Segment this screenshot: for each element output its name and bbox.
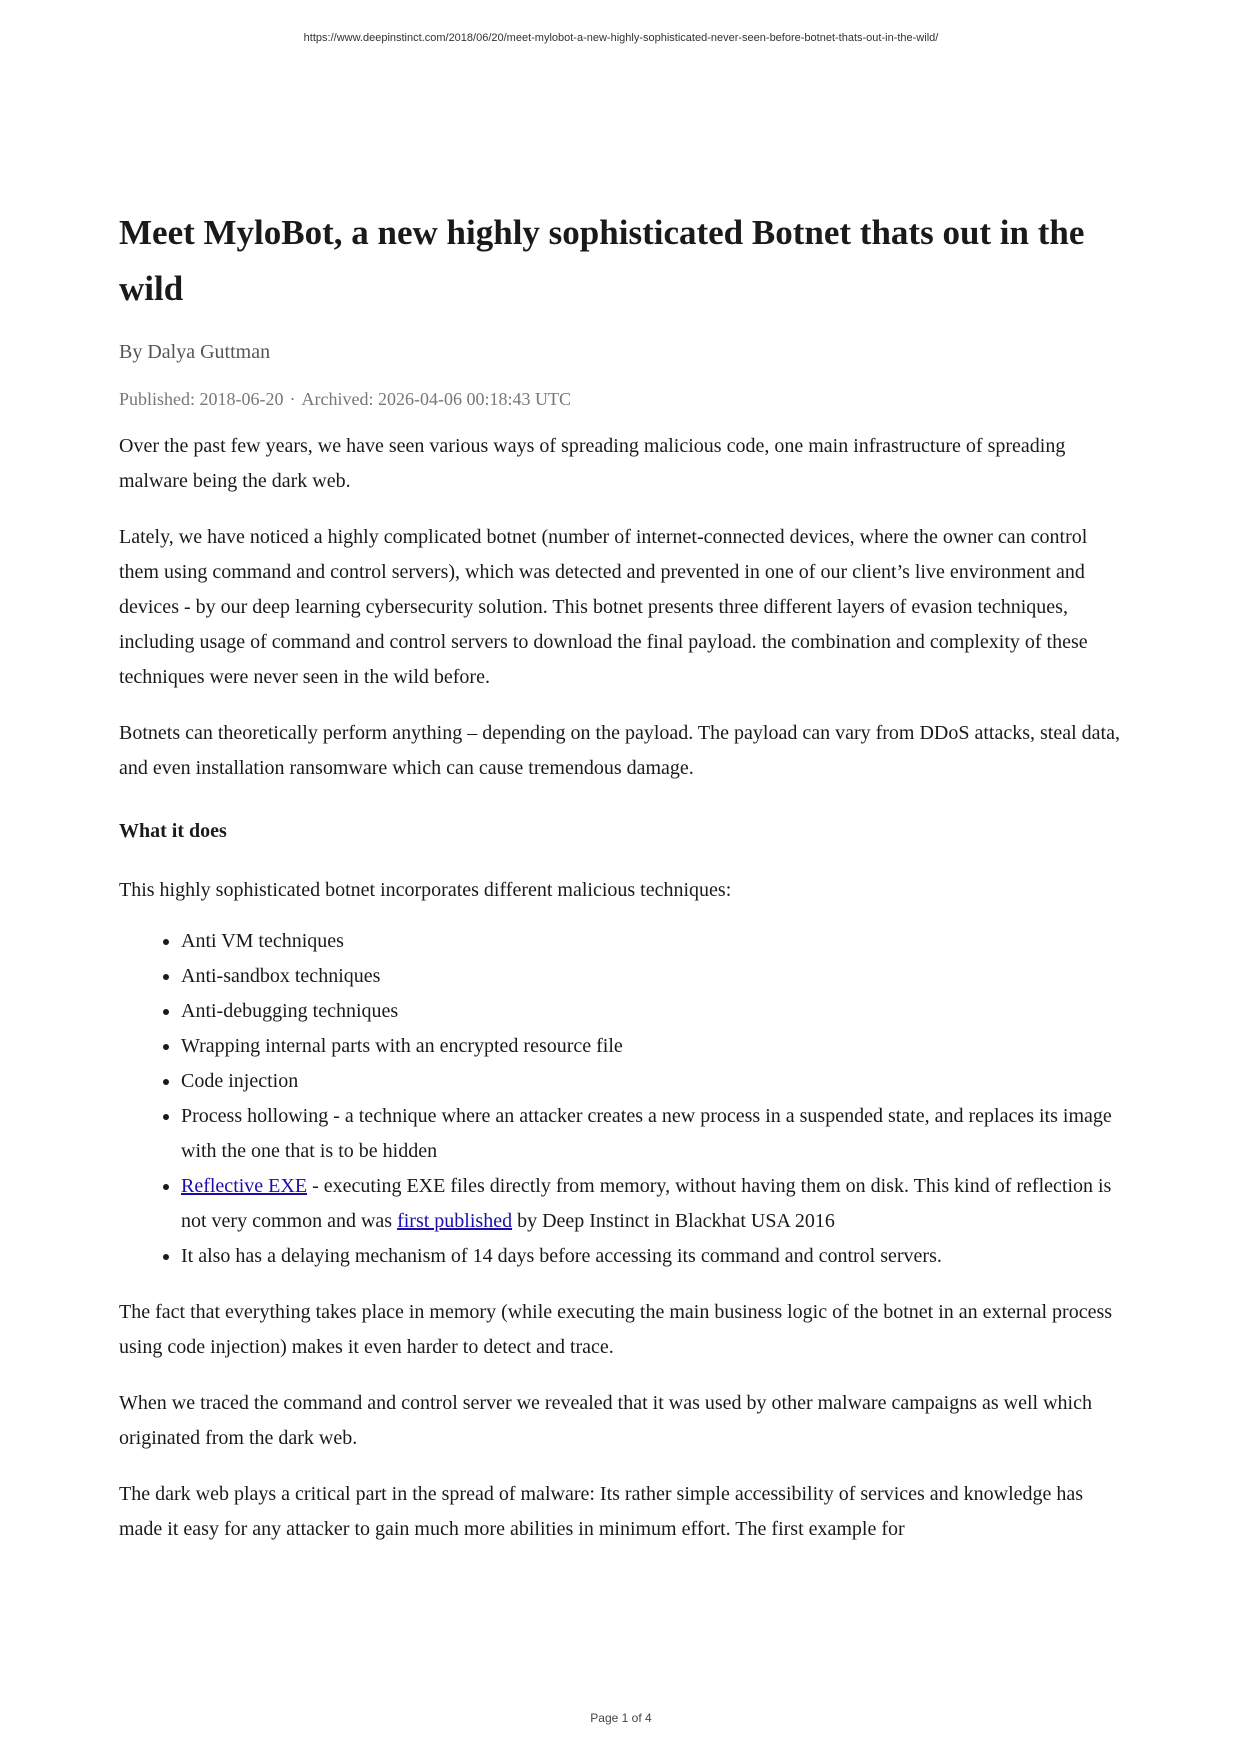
- section-heading: What it does: [119, 820, 227, 842]
- list-item: • Code injection: [181, 1064, 1129, 1099]
- paragraph-botnet: Lately, we have noticed a highly complicated botnet (number of internet-connected devices, where the owner can control them using command and control servers), which was detected and prevented in one of our client’s live environment and devices - by our deep learning cybersecurity solution. This botnet presents three different layers of evasion techniques, including usage of command and control servers to download the final payload. the combination and complexity of these techniques were never seen in the wild before.: [119, 526, 1088, 688]
- paragraph-techniques-intro: This highly sophisticated botnet incorporates different malicious techniques:: [119, 879, 732, 901]
- paragraph-c2: When we traced the command and control server we revealed that it was used by other malware campaigns as well which originated from the dark web.: [119, 1392, 1092, 1449]
- list-item: • Process hollowing - a technique where an attacker creates a new process in a suspended state, and replaces its image with the one that is to be hidden: [181, 1099, 1129, 1169]
- list-item: • Anti-sandbox techniques: [181, 959, 1129, 994]
- page-number: Page 1 of 4: [590, 1711, 652, 1725]
- list-item: • Wrapping internal parts with an encrypted resource file: [181, 1029, 1129, 1064]
- first-published-link[interactable]: first published: [397, 1210, 513, 1232]
- list-item: • Anti VM techniques: [181, 924, 1129, 959]
- techniques-list: [119, 924, 1129, 1274]
- meta-separator: ·: [289, 389, 296, 409]
- publish-meta: [119, 387, 1129, 411]
- published-date: Published: 2018-06-20: [119, 389, 284, 409]
- paragraph-payload: Botnets can theoretically perform anything – depending on the payload. The payload can vary from DDoS attacks, steal data, and even installation ransomware which can cause tremendous damage.: [119, 722, 1120, 779]
- archived-date: Archived: 2026-04-06 00:18:43 UTC: [301, 389, 571, 409]
- list-item: • It also has a delaying mechanism of 14 days before accessing its command and control servers.: [181, 1239, 1129, 1274]
- byline: By Dalya Guttman: [119, 341, 271, 363]
- reflective-text: - executing EXE files directly from memory, without having them on disk. This kind of reflection is not very common and was: [181, 1175, 1112, 1232]
- paragraph-dark-web: The dark web plays a critical part in the spread of malware: Its rather simple accessibility of services and knowledge has made it easy for any attacker to gain much more abilities in minimum effort. The first example for: [119, 1483, 1084, 1540]
- paragraph-intro: Over the past few years, we have seen various ways of spreading malicious code, one main infrastructure of spreading malware being the dark web.: [119, 435, 1066, 492]
- article-title: Meet MyloBot, a new highly sophisticated Botnet thats out in the wild: [119, 213, 1085, 308]
- list-item: [181, 1169, 1129, 1239]
- paragraph-memory: The fact that everything takes place in memory (while executing the main business logic of the botnet in an external process using code injection) makes it even harder to detect and trace.: [119, 1301, 1113, 1358]
- source-url: https://www.deepinstinct.com/2018/06/20/meet-mylobot-a-new-highly-sophisticated-never-seen-before-botnet-thats-out-in-the-wild/: [303, 32, 939, 44]
- reflective-exe-link[interactable]: Reflective EXE: [181, 1175, 308, 1197]
- reflective-text-end: by Deep Instinct in Blackhat USA 2016: [512, 1210, 835, 1232]
- list-item: • Anti-debugging techniques: [181, 994, 1129, 1029]
- article: [119, 205, 1129, 1547]
